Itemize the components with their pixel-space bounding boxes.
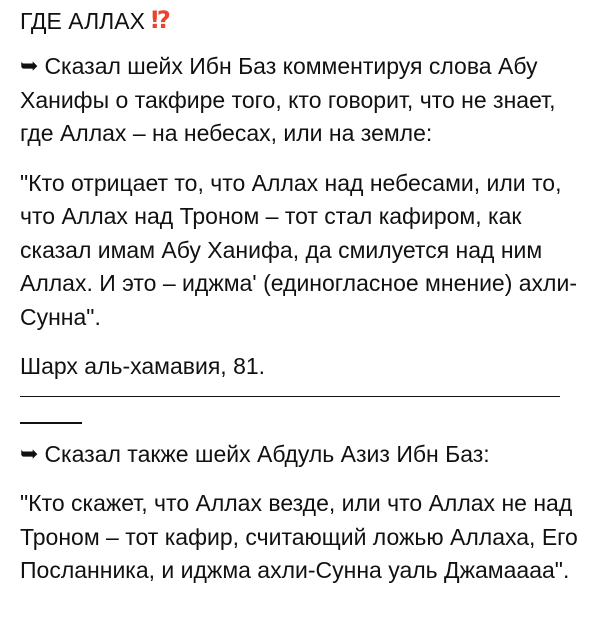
divider-line-long [20, 396, 560, 398]
paragraph-second-text: Сказал также шейх Абдуль Азиз Ибн Баз: [44, 440, 490, 467]
arrow-icon: ➥ [20, 440, 39, 466]
paragraph-intro-text: Сказал шейх Ибн Баз комментируя слова Абу Ханифы о такфире того, кто говорит, что не знает, где Аллах – на небесах, или на земле: [20, 53, 556, 146]
quote-2: "Кто скажет, что Аллах везде, или что Аллах не над Троном – тот кафир, считающий ложью Аллаха, Его Посланника, и иджма ахли-Сунна уаль Джамаааа". [20, 490, 578, 584]
quote-1: "Кто отрицает то, что Аллах над небесами, или то, что Аллах над Троном – тот стал кафиром, как сказал имам Абу Ханифа, да смилуется над ним Аллах. И это – иджма' (единогласное мнение) ахли-Сунна". [20, 169, 577, 330]
source-reference: Шарх аль-хамавия, 81. [20, 353, 266, 379]
title-text: ГДЕ АЛЛАХ [20, 8, 145, 34]
arrow-icon: ➥ [20, 53, 39, 78]
divider-line-short [20, 422, 82, 424]
divider [20, 396, 560, 424]
page-title [20, 6, 580, 36]
exclamation-question-icon: ⁉ [150, 7, 168, 34]
paragraph-intro [20, 50, 580, 151]
paragraph-second [20, 438, 580, 472]
